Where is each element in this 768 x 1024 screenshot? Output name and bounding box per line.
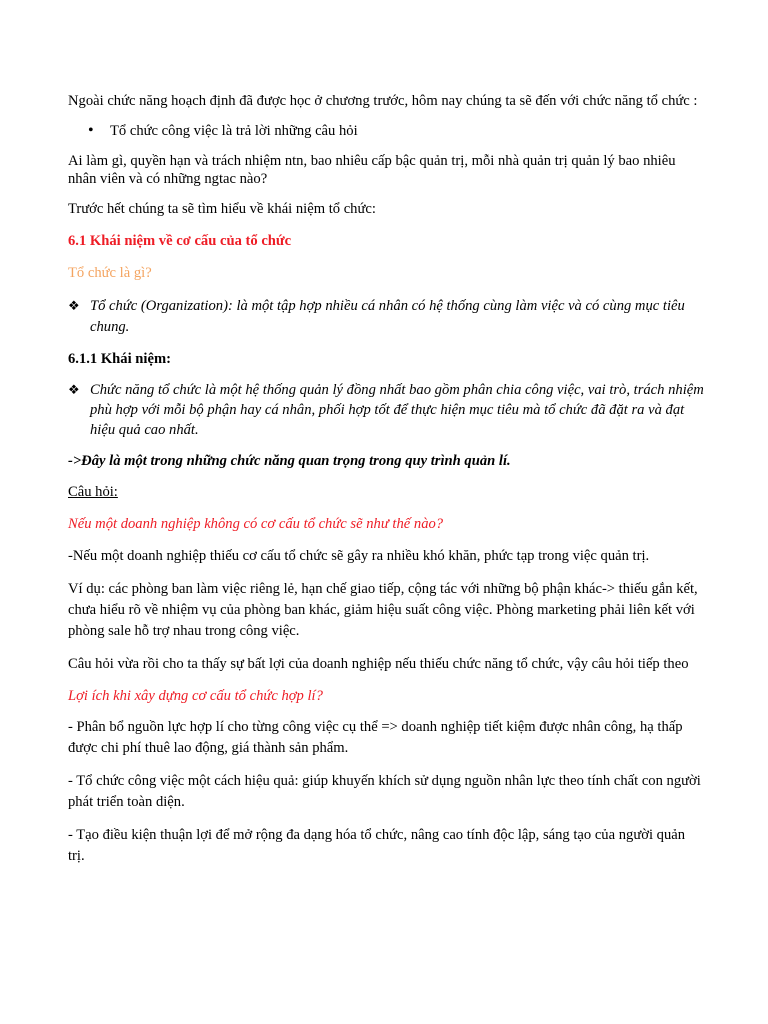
diamond-bullet-icon: ❖ [68,298,80,313]
concept-item [68,380,704,440]
diamond-bullet-icon: ❖ [68,382,80,397]
section-heading: 6.1 Khái niệm về cơ cấu của tổ chức [68,233,292,249]
bullet-item [68,122,704,140]
orange-subheading: Tổ chức là gì? [68,265,152,281]
concept-text: Chức năng tổ chức là một hệ thống quản lý đồng nhất bao gồm phân chia công việc, vai trò, trách nhiệm phù hợp với mỗi bộ phận hay cá nhân, phối hợp tốt để thực hiện mục tiêu mà tổ chức đã đặt ra và đạt hiệu quả cao nhất. [90,382,704,438]
question-two: Lợi ích khi xây dựng cơ cấu tổ chức hợp lí? [68,688,323,704]
definition-item [68,296,704,338]
definition-text: Tổ chức (Organization): là một tập hợp nhiều cá nhân có hệ thống cùng làm việc và có cùng mục tiêu chung. [90,298,685,335]
intro-paragraph: Ngoài chức năng hoạch định đã được học ở chương trước, hôm nay chúng ta sẽ đến với chức năng tổ chức : [68,93,698,109]
transition-paragraph: Câu hỏi vừa rồi cho ta thấy sự bất lợi của doanh nghiệp nếu thiếu chức năng tổ chức, vậy câu hỏi tiếp theo [68,656,689,672]
benefit-item: - Tạo điều kiện thuận lợi để mở rộng đa dạng hóa tổ chức, nâng cao tính độc lập, sáng tạo của người quản trị. [68,827,686,864]
benefit-item: - Tổ chức công việc một cách hiệu quả: giúp khuyến khích sử dụng nguồn nhân lực theo tính chất con người phát triển toàn diện. [68,773,701,810]
answer-one: -Nếu một doanh nghiệp thiếu cơ cấu tổ chức sẽ gây ra nhiều khó khăn, phức tạp trong việc quản trị. [68,548,650,564]
subsection-heading: 6.1.1 Khái niệm: [68,351,171,367]
example-paragraph: Ví dụ: các phòng ban làm việc riêng lẻ, hạn chế giao tiếp, cộng tác với những bộ phận khác-> thiếu gắn kết, chưa hiểu rõ về nhiệm vụ của phòng ban khác, giảm hiệu suất công việc. Phòng marketing phải liên kết với phòng sale hỗ trợ nhau trong công việc. [68,581,698,639]
question-paragraph: Ai làm gì, quyền hạn và trách nhiệm ntn, bao nhiêu cấp bậc quản trị, mỗi nhà quản trị quản lý bao nhiêu nhân viên và có những ngtac nào? [68,153,676,187]
emphasis-line: ->Đây là một trong những chức năng quan trọng trong quy trình quản lí. [68,453,511,469]
question-label: Câu hỏi: [68,484,118,500]
bullet-dot-icon: • [88,122,94,139]
question-one: Nếu một doanh nghiệp không có cơ cấu tổ chức sẽ như thế nào? [68,516,444,532]
document-page [68,92,704,879]
first-paragraph: Trước hết chúng ta sẽ tìm hiểu về khái niệm tổ chức: [68,201,376,217]
bullet-text: Tổ chức công việc là trả lời những câu hỏi [110,123,358,139]
benefit-item: - Phân bổ nguồn lực hợp lí cho từng công việc cụ thể => doanh nghiệp tiết kiệm được nhân công, hạ thấp được chi phí thuê lao động, giá thành sản phẩm. [68,719,683,756]
